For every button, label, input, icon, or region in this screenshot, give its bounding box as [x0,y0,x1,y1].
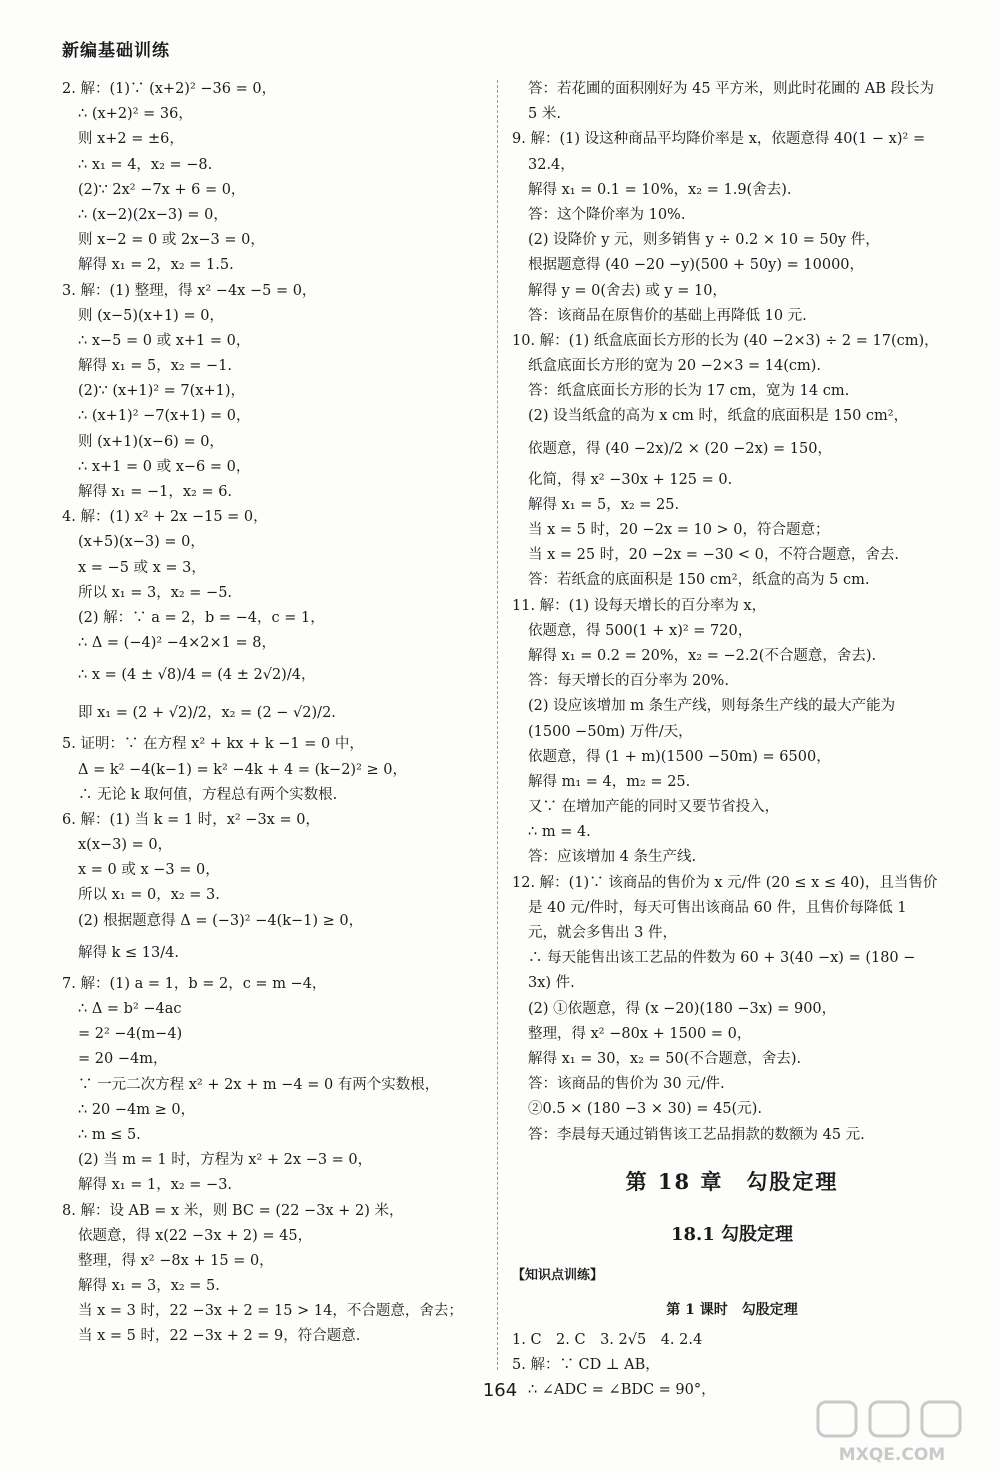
right-answer-line: 11. 解：(1) 设每天增长的百分率为 x， [512,597,767,614]
right-answer-line: ∴ 每天能售出该工艺品的件数为 60 + 3(40 −x) = (180 − [528,950,916,967]
right-answer-line: 又∵ 在增加产能的同时又要节省投入， [528,799,780,816]
right-answer-line: 答：这个降价率为 10%. [528,206,686,223]
left-answer-line: x(x−3) = 0， [78,837,173,854]
left-answer-line: 即 x₁ = (2 + √2)/2，x₂ = (2 − √2)/2. [78,705,336,722]
right-answer-line: 答：李晨每天通过销售该工艺品捐款的数额为 45 元. [528,1126,865,1143]
left-answer-line: 6. 解：(1) 当 k = 1 时，x² −3x = 0， [62,811,320,828]
left-answer-line: 8. 解：设 AB = x 米，则 BC = (22 −3x + 2) 米， [62,1202,404,1219]
left-answer-line: 整理，得 x² −8x + 15 = 0， [78,1252,274,1269]
right-answer-line: 12. 解：(1)∵ 该商品的售价为 x 元/件 (20 ≤ x ≤ 40)，且当售价 [512,874,938,891]
right-answer-line: 10. 解：(1) 纸盒底面长方形的长为 (40 −2×3) ÷ 2 = 17(cm)， [512,332,939,349]
right-answer-line: 9. 解：(1) 设这种商品平均降价率是 x，依题意得 40(1 − x)² = [512,131,926,148]
left-answer-line: 解得 x₁ = 5，x₂ = −1. [78,358,233,375]
left-answer-line: ∴ Δ = b² −4ac [78,1001,182,1017]
section-title: 18.1 勾股定理 [670,1223,794,1245]
left-answer-line: ∴ (x+1)² −7(x+1) = 0， [78,408,251,425]
book-series-title: 新编基础训练 [62,41,170,61]
left-answer-line: 则 x+2 = ±6， [78,131,184,148]
right-answer-line: 是 40 元/件时，每天可售出该商品 60 件，且售价每降低 1 [528,899,907,916]
right-column [512,77,952,1403]
left-answer-line: ∴ x+1 = 0 或 x−6 = 0， [78,458,251,475]
right-answer-line: 答：若花圃的面积刚好为 45 平方米，则此时花圃的 AB 段长为 [528,81,935,97]
left-answer-line: 所以 x₁ = 0，x₂ = 3. [78,887,220,904]
left-answer-line: (2) 当 m = 1 时，方程为 x² + 2x −3 = 0， [78,1152,373,1169]
left-answer-line: ∴ Δ = (−4)² −4×2×1 = 8， [78,635,277,652]
left-answer-line: ∴ (x+2)² = 36， [78,106,193,123]
left-answer-line: (2) 根据题意得 Δ = (−3)² −4(k−1) ≥ 0， [78,912,364,929]
left-answer-line: 解得 x₁ = 2，x₂ = 1.5. [78,257,234,274]
left-answer-line: 2. 解：(1)∵ (x+2)² −36 = 0， [62,81,277,97]
right-answer-line: 解得 x₁ = 0.2 = 20%，x₂ = −2.2(不合题意，舍去). [528,647,877,664]
left-answer-line: x = 0 或 x −3 = 0， [78,862,220,879]
watermark-text: MXQE.COM [838,1445,946,1465]
right-answer-line: (2) ①依题意，得 (x −20)(180 −3x) = 900， [528,1000,837,1017]
right-answer-line: (2) 设当纸盒的高为 x cm 时，纸盒的底面积是 150 cm²， [528,408,909,425]
left-answer-line: (2)∵ 2x² −7x + 6 = 0， [78,181,246,198]
left-answer-line: ∵ 一元二次方程 x² + 2x + m −4 = 0 有两个实数根， [78,1076,440,1093]
right-answer-line: 答：若纸盒的底面积是 150 cm²，纸盒的高为 5 cm. [528,572,870,589]
right-answer-line: 解得 x₁ = 0.1 = 10%，x₂ = 1.9(舍去). [528,181,792,198]
right-answers [512,77,952,1148]
left-answer-line: 解得 x₁ = 1，x₂ = −3. [78,1177,233,1194]
watermark-logo [812,1398,972,1466]
right-answer-line: 依题意，得 500(1 + x)² = 720， [528,622,753,639]
left-answer-line: 所以 x₁ = 3，x₂ = −5. [78,584,233,601]
right-answer-line: 答：该商品在原售价的基础上再降低 10 元. [528,307,807,324]
left-answer-line: 解得 k ≤ 13/4. [78,944,179,961]
left-column [62,77,482,1350]
left-answer-line: (2)∵ (x+1)² = 7(x+1)， [78,383,246,400]
left-answer-line: = 20 −4m， [78,1051,168,1068]
right-answer-line: 3x) 件. [528,975,575,992]
left-answer-line: ∴ (x−2)(2x−3) = 0， [78,206,228,223]
lesson-answer-line: 1. C 2. C 3. 2√5 4. 2.4 [512,1331,703,1348]
left-answer-line: 当 x = 5 时，22 −3x + 2 = 9，符合题意. [78,1328,361,1345]
left-answer-line: = 2² −4(m−4) [78,1026,183,1043]
right-answer-line: 依题意，得 (40 −2x)/2 × (20 −2x) = 150， [528,440,832,457]
left-answer-line: ∴ 20 −4m ≥ 0， [78,1101,196,1118]
right-answer-line: 根据题意得 (40 −20 −y)(500 + 50y) = 10000， [528,257,865,274]
section-tag: 【知识点训练】 [512,1267,604,1283]
left-answer-line: 解得 x₁ = −1，x₂ = 6. [78,484,233,500]
left-answer-line: 当 x = 3 时，22 −3x + 2 = 15 > 14，不合题意，舍去； [78,1303,463,1320]
lesson-title: 第 1 课时 勾股定理 [666,1301,798,1318]
right-answer-line: 解得 x₁ = 30，x₂ = 50(不合题意，舍去). [528,1050,802,1067]
right-answer-line: 解得 x₁ = 5，x₂ = 25. [528,496,680,513]
chapter-title: 第 18 章 勾股定理 [625,1168,839,1194]
right-answer-line: 当 x = 25 时，20 −2x = −30 < 0，不符合题意，舍去. [528,547,899,564]
left-answer-line: 5. 证明：∵ 在方程 x² + kx + k −1 = 0 中， [62,736,364,753]
right-answer-line: 5 米. [528,106,561,123]
left-answer-line: 7. 解：(1) a = 1，b = 2，c = m −4， [62,975,327,992]
right-answer-line: (1500 −50m) 万件/天， [528,723,693,740]
column-divider [497,80,498,1370]
left-answer-line: (2) 解：∵ a = 2，b = −4，c = 1， [78,609,325,626]
left-answer-line: 则 (x−5)(x+1) = 0， [78,307,224,324]
left-answer-line: x = −5 或 x = 3， [78,559,206,576]
right-answer-line: 解得 m₁ = 4，m₂ = 25. [528,773,691,790]
page-number: 164 [482,1380,518,1401]
left-answer-line: (x+5)(x−3) = 0， [78,534,205,551]
right-answer-line: 当 x = 5 时，20 −2x = 10 > 0，符合题意； [528,522,830,538]
left-answer-line: ∴ x = (4 ± √8)/4 = (4 ± 2√2)/4， [78,667,316,684]
lesson-answer-line: ∴ ∠ADC = ∠BDC = 90°， [528,1382,716,1399]
right-answer-line: 依题意，得 (1 + m)(1500 −50m) = 6500， [528,748,831,765]
left-answer-line: 依题意，得 x(22 −3x + 2) = 45， [78,1227,313,1244]
left-answer-line: ∴ 无论 k 取何值，方程总有两个实数根. [78,786,338,803]
right-answer-line: 元，就会多售出 3 件， [528,925,677,941]
right-answer-line: (2) 设应该增加 m 条生产线，则每条生产线的最大产能为 [528,698,896,715]
right-answer-line: 答：纸盒底面长方形的长为 17 cm，宽为 14 cm. [528,383,850,400]
left-answer-line: 则 x−2 = 0 或 2x−3 = 0， [78,232,265,249]
left-answer-line: 4. 解：(1) x² + 2x −15 = 0， [62,509,268,526]
right-answer-line: 32.4， [528,156,575,173]
right-answer-line: 纸盒底面长方形的宽为 20 −2×3 = 14(cm). [528,358,822,375]
left-answer-line: 则 (x+1)(x−6) = 0， [78,433,224,450]
right-answer-line: 整理，得 x² −80x + 1500 = 0， [528,1025,752,1042]
left-answer-line: 3. 解：(1) 整理，得 x² −4x −5 = 0， [62,282,317,299]
right-answer-line: ②0.5 × (180 −3 × 30) = 45(元). [528,1101,762,1118]
lesson-answer-line: 5. 解：∵ CD ⊥ AB， [512,1356,660,1373]
right-answer-line: 答：应该增加 4 条生产线. [528,849,697,866]
left-answer-line: ∴ x₁ = 4，x₂ = −8. [78,156,213,173]
left-answer-line: ∴ x−5 = 0 或 x+1 = 0， [78,332,251,349]
right-answer-line: 答：该商品的售价为 30 元/件. [528,1076,725,1093]
right-answer-line: ∴ m = 4. [528,824,591,841]
right-answer-line: (2) 设降价 y 元，则多销售 y ÷ 0.2 × 10 = 50y 件， [528,232,880,249]
left-answer-line: 解得 x₁ = 3，x₂ = 5. [78,1278,220,1295]
right-answer-line: 解得 y = 0(舍去) 或 y = 10， [528,282,727,299]
left-answer-line: Δ = k² −4(k−1) = k² −4k + 4 = (k−2)² ≥ 0， [78,761,407,778]
right-answer-line: 化简，得 x² −30x + 125 = 0. [528,471,733,488]
left-answer-line: ∴ m ≤ 5. [78,1126,141,1143]
right-answer-line: 答：每天增长的百分率为 20%. [528,673,729,690]
